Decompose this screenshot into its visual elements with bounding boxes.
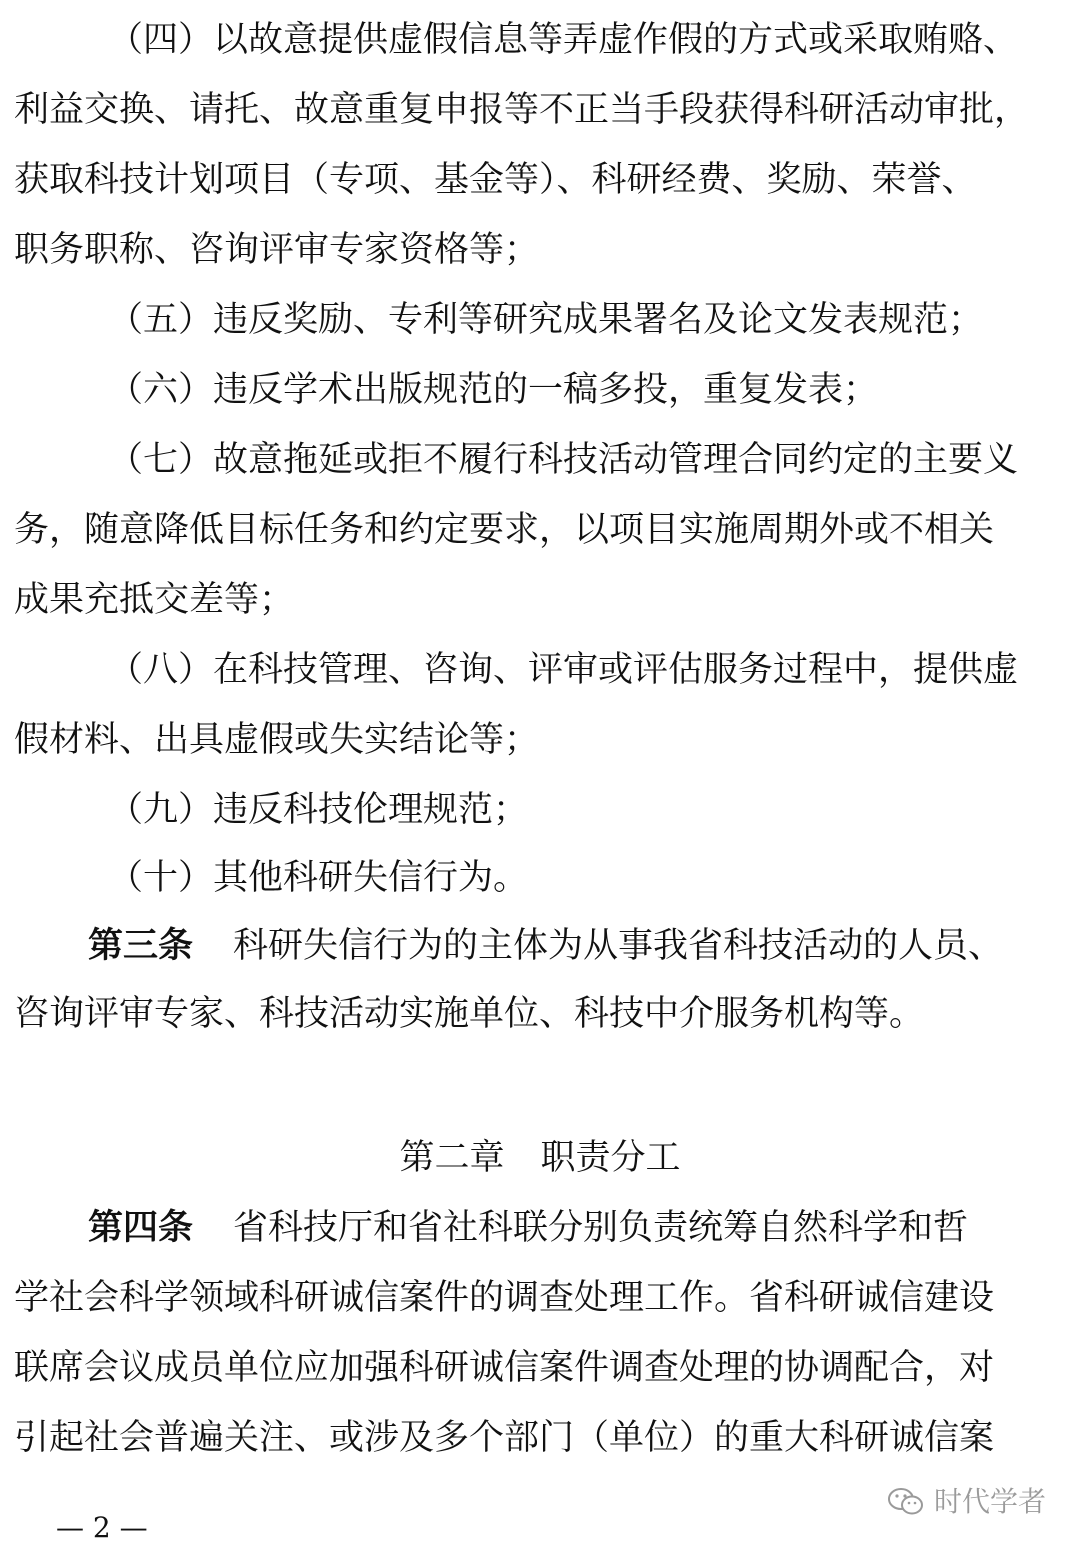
chapter-number: 第二章 <box>399 1138 505 1178</box>
article-4-line-1 <box>88 1198 1054 1258</box>
page-number: — 2 — <box>56 1511 148 1544</box>
watermark-text: 时代学者 <box>933 1485 1046 1518</box>
item-7-line-3: 成果充抵交差等； <box>14 580 295 620</box>
chapter-heading <box>0 1128 1080 1188</box>
item-10-line-1: （十）其他科研失信行为。 <box>108 858 529 898</box>
article-4-text-1: 省科技厅和省社科联分别负责统筹自然科学和哲 <box>233 1208 969 1248</box>
article-3-line-1 <box>88 916 1054 976</box>
item-4-line-1: （四）以故意提供虚假信息等弄虚作假的方式或采取贿赂、 <box>108 20 1019 60</box>
item-5-line-1: （五）违反奖励、专利等研究成果署名及论文发表规范； <box>108 300 984 340</box>
chapter-title: 职责分工 <box>540 1138 681 1178</box>
item-9-line-1: （九）违反科技伦理规范； <box>108 790 529 830</box>
item-4-line-2: 利益交换、请托、故意重复申报等不正当手段获得科研活动审批， <box>14 90 1030 130</box>
item-7-line-2: 务，随意降低目标任务和约定要求，以项目实施周期外或不相关 <box>14 510 995 550</box>
article-3-line-2: 咨询评审专家、科技活动实施单位、科技中介服务机构等。 <box>14 994 925 1034</box>
item-8-line-1: （八）在科技管理、咨询、评审或评估服务过程中，提供虚 <box>108 650 1019 690</box>
article-3-text-1: 科研失信行为的主体为从事我省科技活动的人员、 <box>233 926 1004 966</box>
item-6-line-1: （六）违反学术出版规范的一稿多投，重复发表； <box>108 370 879 410</box>
item-4-line-3: 获取科技计划项目（专项、基金等）、科研经费、奖励、荣誉、 <box>14 160 977 200</box>
watermark <box>886 1484 1046 1520</box>
article-4-line-3: 联席会议成员单位应加强科研诚信案件调查处理的协调配合，对 <box>14 1348 995 1388</box>
item-7-line-1: （七）故意拖延或拒不履行科技活动管理合同约定的主要义 <box>108 440 1019 480</box>
wechat-icon <box>886 1486 926 1518</box>
item-4-line-4: 职务职称、咨询评审专家资格等； <box>14 230 540 270</box>
article-4-line-2: 学社会科学领域科研诚信案件的调查处理工作。省科研诚信建设 <box>14 1278 995 1318</box>
article-4-line-4: 引起社会普遍关注、或涉及多个部门（单位）的重大科研诚信案 <box>14 1418 995 1458</box>
article-4-label: 第四条 <box>88 1208 194 1248</box>
article-3-label: 第三条 <box>88 926 194 966</box>
item-8-line-2: 假材料、出具虚假或失实结论等； <box>14 720 540 760</box>
